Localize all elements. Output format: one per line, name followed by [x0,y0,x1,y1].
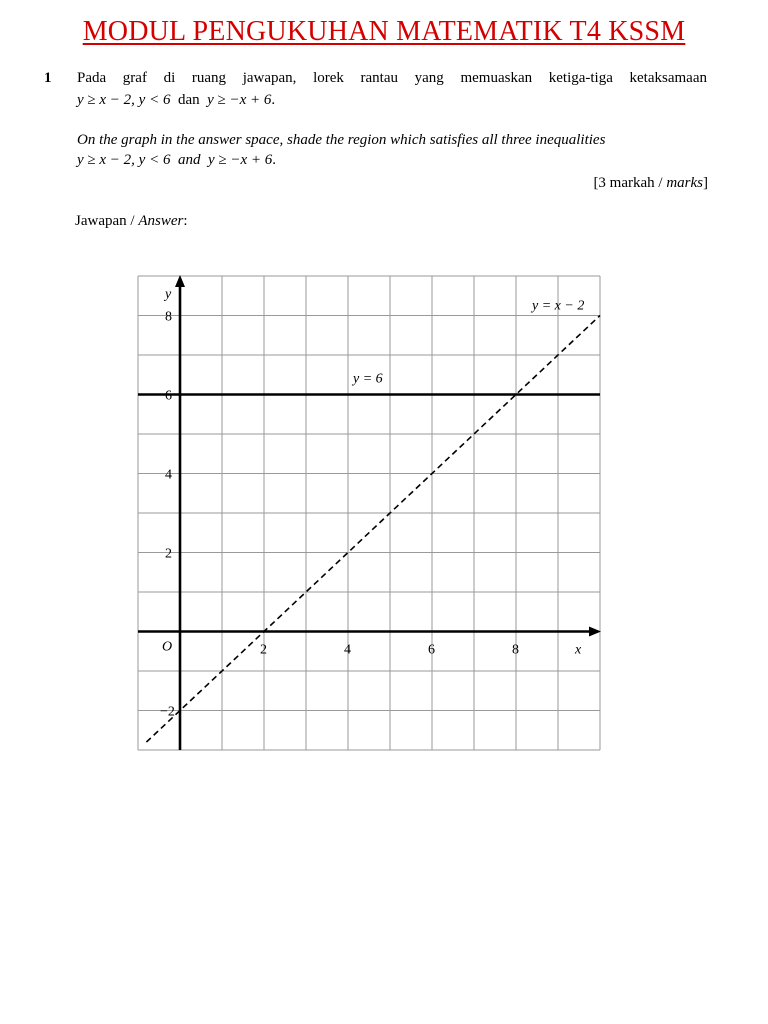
origin-label: O [162,639,173,655]
y-axis-label: y [165,287,172,302]
x-tick-label: 2 [260,642,267,658]
x-axis-label: x [575,642,582,658]
y-tick-label: −2 [160,704,175,720]
question-text-malay: Pada graf di ruang jawapan, lorek rantau yang memuaskan ketiga-tiga ketaksamaan [77,70,707,86]
grid-lines [138,276,600,750]
answer-label: Jawapan / Answer: [75,213,188,229]
axis-labels [160,287,584,720]
inequalities-malay: y ≥ x − 2, y < 6 dan y ≥ −x + 6. [77,92,276,108]
x-tick-label: 6 [428,642,435,658]
question-number: 1 [44,70,52,86]
x-axis-arrow [589,627,601,637]
question-text-english: On the graph in the answer space, shade the region which satisfies all three inequalities [77,132,606,148]
y-tick-label: 8 [165,309,172,325]
graph-paper [137,275,601,755]
inequality-1-2-english: y ≥ x − 2, y < 6 [77,152,171,168]
annotation-y-equals-6: y = 6 [353,371,383,387]
inequalities-english: y ≥ x − 2, y < 6 and y ≥ −x + 6. [77,152,276,168]
page-title: MODUL PENGUKUHAN MATEMATIK T4 KSSM [82,16,686,47]
x-tick-label: 8 [512,642,519,658]
y-axis-arrow [175,275,185,287]
inequality-3-english: y ≥ −x + 6 [207,152,273,168]
x-tick-label: 4 [344,642,351,658]
marks-label: [3 markah / marks] [593,175,708,191]
y-tick-label: 2 [165,546,172,562]
inequality-1-2-malay: y ≥ x − 2, y < 6 [77,92,171,108]
conjunction-and: and [177,152,201,168]
inequality-3-malay: y ≥ −x + 6 [207,92,272,108]
y-tick-label: 4 [165,467,172,483]
y-tick-label: 6 [165,388,172,404]
annotation-y-equals-x-minus-2: y = x − 2 [532,298,585,314]
conjunction-dan: dan [177,92,200,108]
